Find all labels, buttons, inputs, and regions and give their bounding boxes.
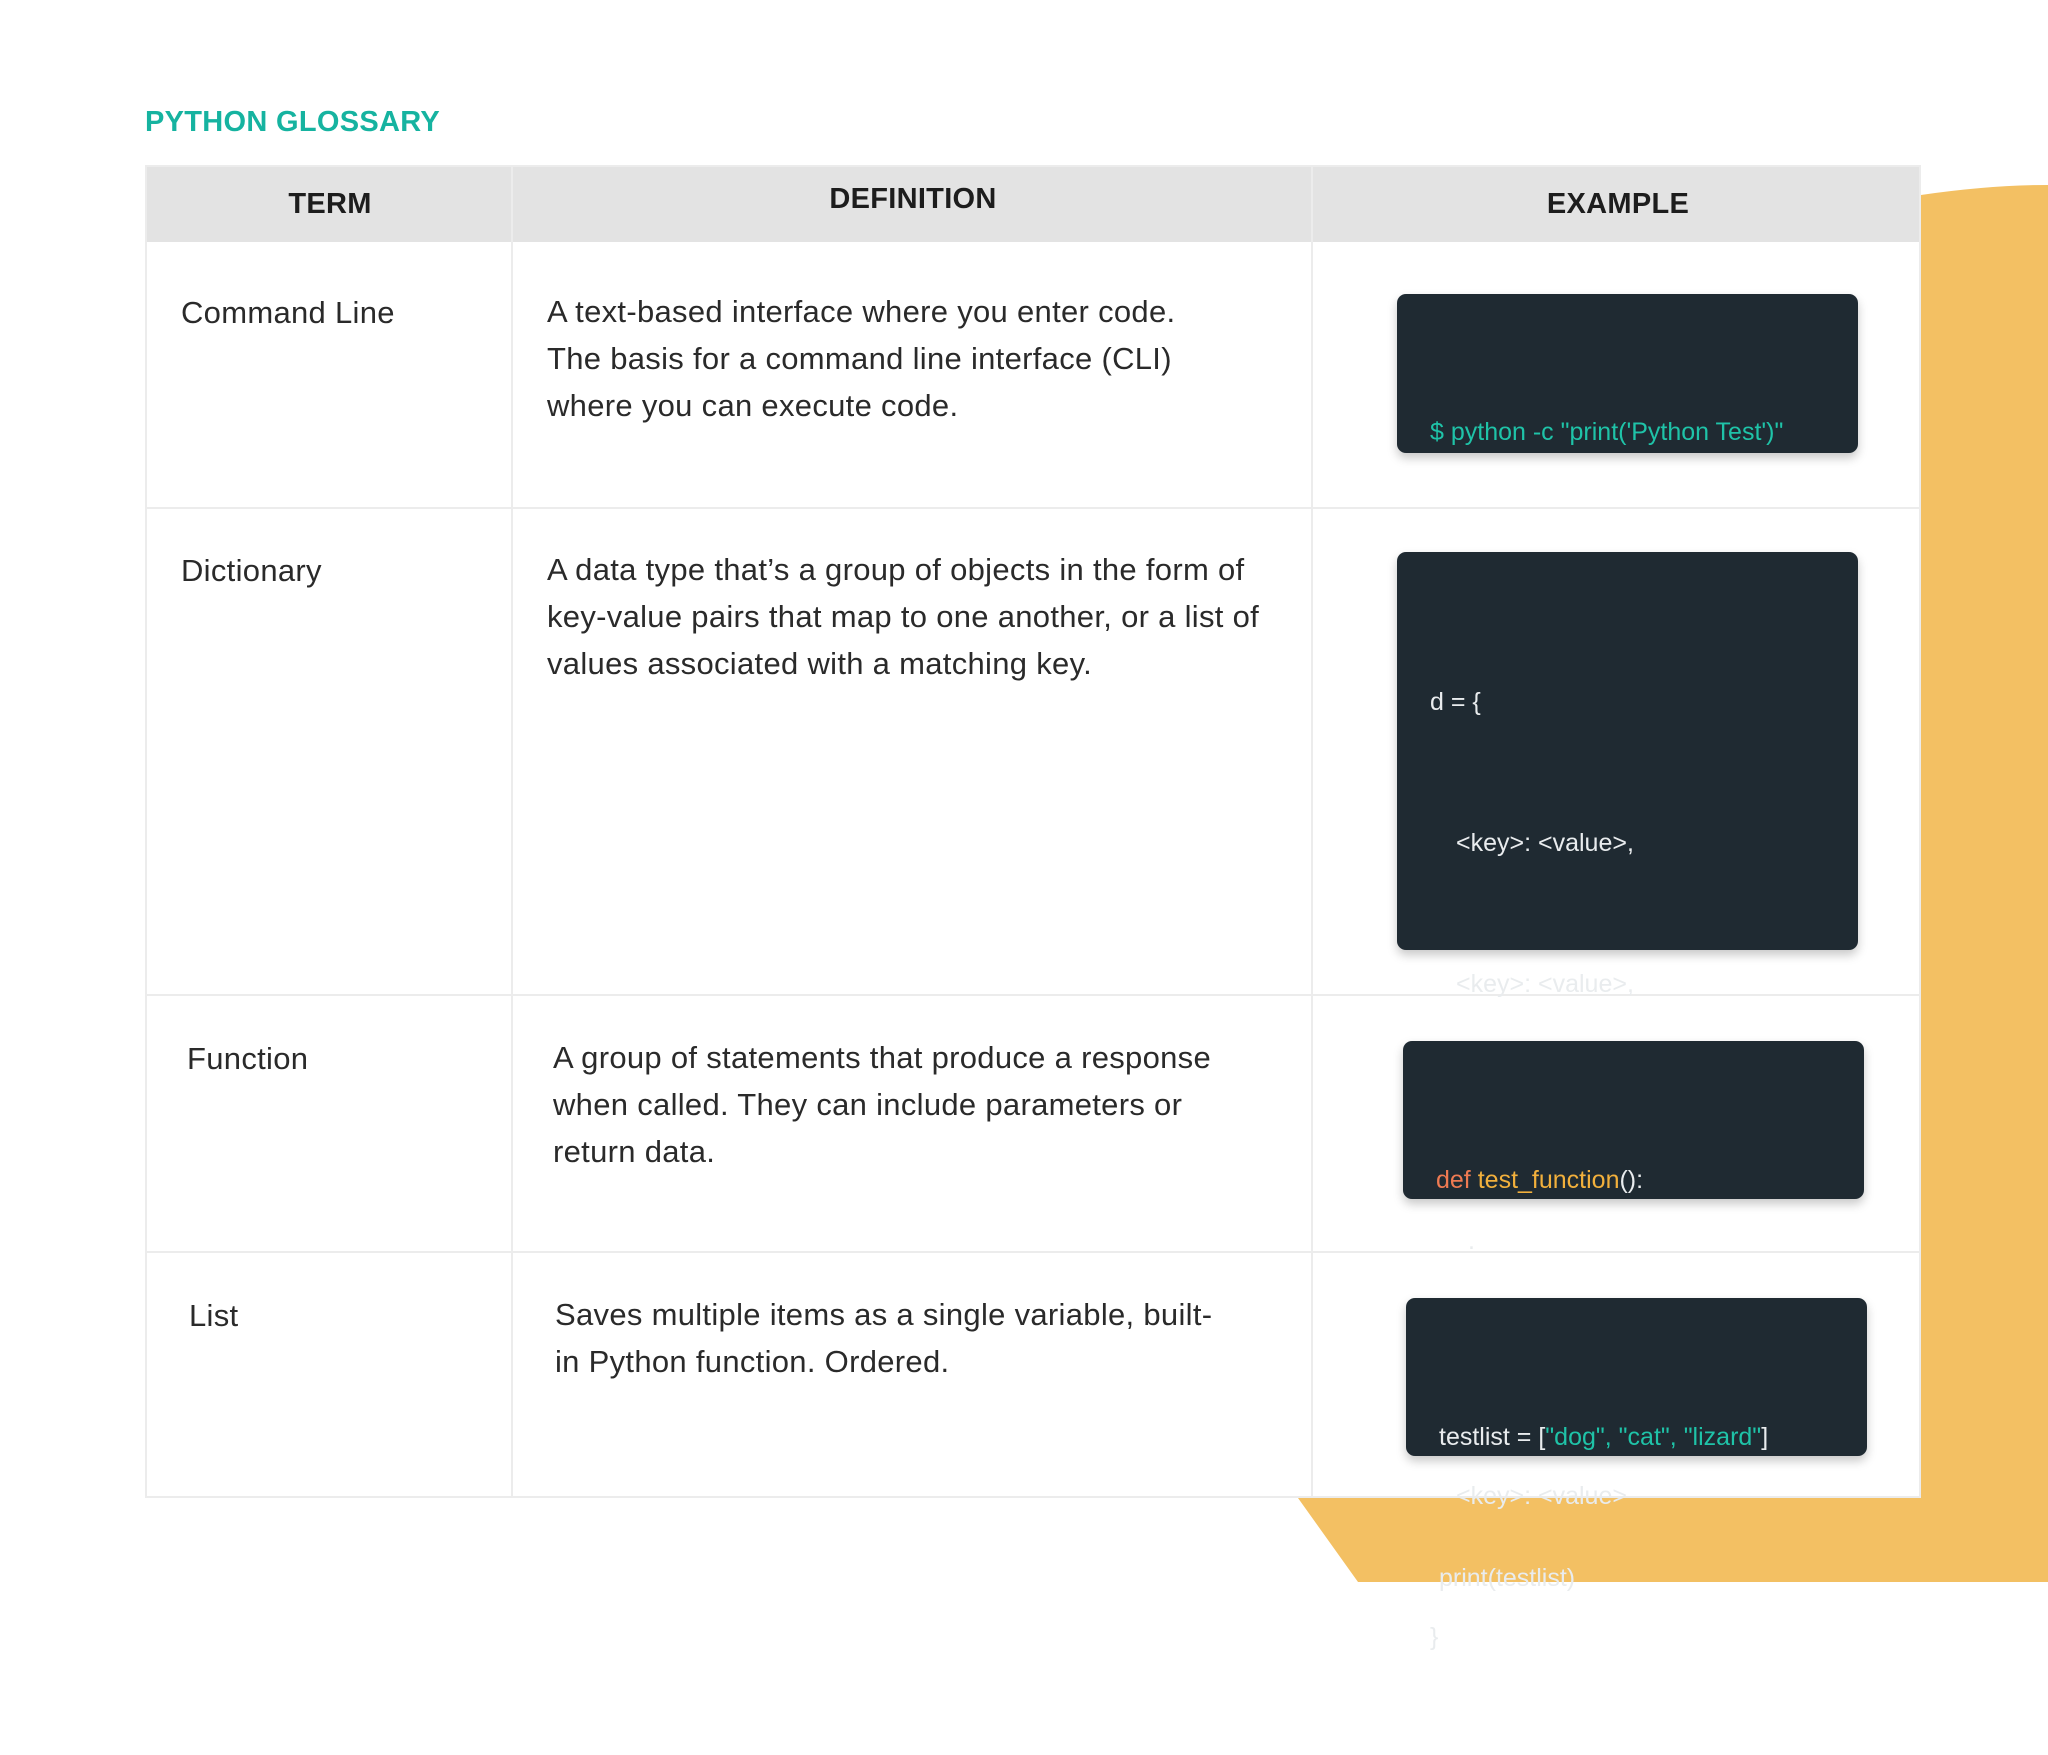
column-divider <box>1311 167 1313 1496</box>
definition-line: in Python function. Ordered. <box>555 1344 950 1379</box>
code-function-name: test_function <box>1477 1166 1620 1194</box>
definition-line: A data type that’s a group of objects in the form of <box>547 552 1245 587</box>
code-string: "lizard" <box>1683 1423 1762 1451</box>
code-punctuation: , <box>1669 1423 1684 1451</box>
code-line: print(testlist) <box>1439 1564 1576 1592</box>
code-line: <key>: <value>, <box>1456 829 1634 857</box>
code-string: "dog" <box>1545 1423 1605 1451</box>
term-dictionary: Dictionary <box>181 553 322 588</box>
code-example-function <box>1403 1041 1864 1199</box>
code-example-command-line <box>1397 294 1858 453</box>
code-line: <key>: <value>, <box>1456 970 1634 998</box>
definition-line: when called. They can include parameters or <box>553 1087 1183 1122</box>
code-line <box>1439 1414 1867 1461</box>
definition-line: key-value pairs that map to one another, or a list of <box>547 599 1260 634</box>
definition-line: Saves multiple items as a single variable, built- <box>555 1297 1213 1332</box>
code-line <box>1430 409 1858 456</box>
definition-list <box>555 1291 1212 1385</box>
code-keyword: def <box>1436 1166 1471 1194</box>
code-text: ] <box>1761 1423 1769 1451</box>
definition-line: where you can execute code. <box>547 388 959 423</box>
code-line: <key>: <value> <box>1456 1482 1627 1510</box>
code-text: testlist = [ <box>1439 1423 1546 1451</box>
term-list: List <box>189 1298 239 1333</box>
definition-line: The basis for a command line interface (CLI) <box>547 341 1172 376</box>
definition-line: return data. <box>553 1134 716 1169</box>
code-command: $ python -c "print('Python Test')" <box>1430 418 1784 446</box>
code-ellipsis-dot: . <box>1468 1227 1475 1255</box>
term-command-line: Command Line <box>181 295 395 330</box>
column-header-example: EXAMPLE <box>1546 188 1690 220</box>
code-string: "cat" <box>1618 1423 1670 1451</box>
column-header-term: TERM <box>288 188 372 220</box>
code-punctuation: (): <box>1619 1166 1644 1194</box>
table-header <box>147 167 1919 242</box>
glossary-table <box>145 165 1921 1651</box>
definition-line: values associated with a matching key. <box>547 646 1092 681</box>
definition-command-line <box>547 288 1175 429</box>
page-title: PYTHON GLOSSARY <box>145 106 441 138</box>
definition-function <box>553 1034 1211 1175</box>
code-line <box>1436 1157 1864 1204</box>
column-header-definition: DEFINITION <box>829 183 997 215</box>
definition-dictionary <box>547 546 1259 687</box>
definition-line: A group of statements that produce a response <box>553 1040 1212 1075</box>
term-function: Function <box>187 1041 309 1076</box>
code-line: } <box>1430 1623 1439 1651</box>
code-punctuation: , <box>1604 1423 1619 1451</box>
definition-line: A text-based interface where you enter code. <box>547 294 1176 329</box>
code-line: d = { <box>1430 688 1481 716</box>
column-divider <box>511 167 513 1496</box>
